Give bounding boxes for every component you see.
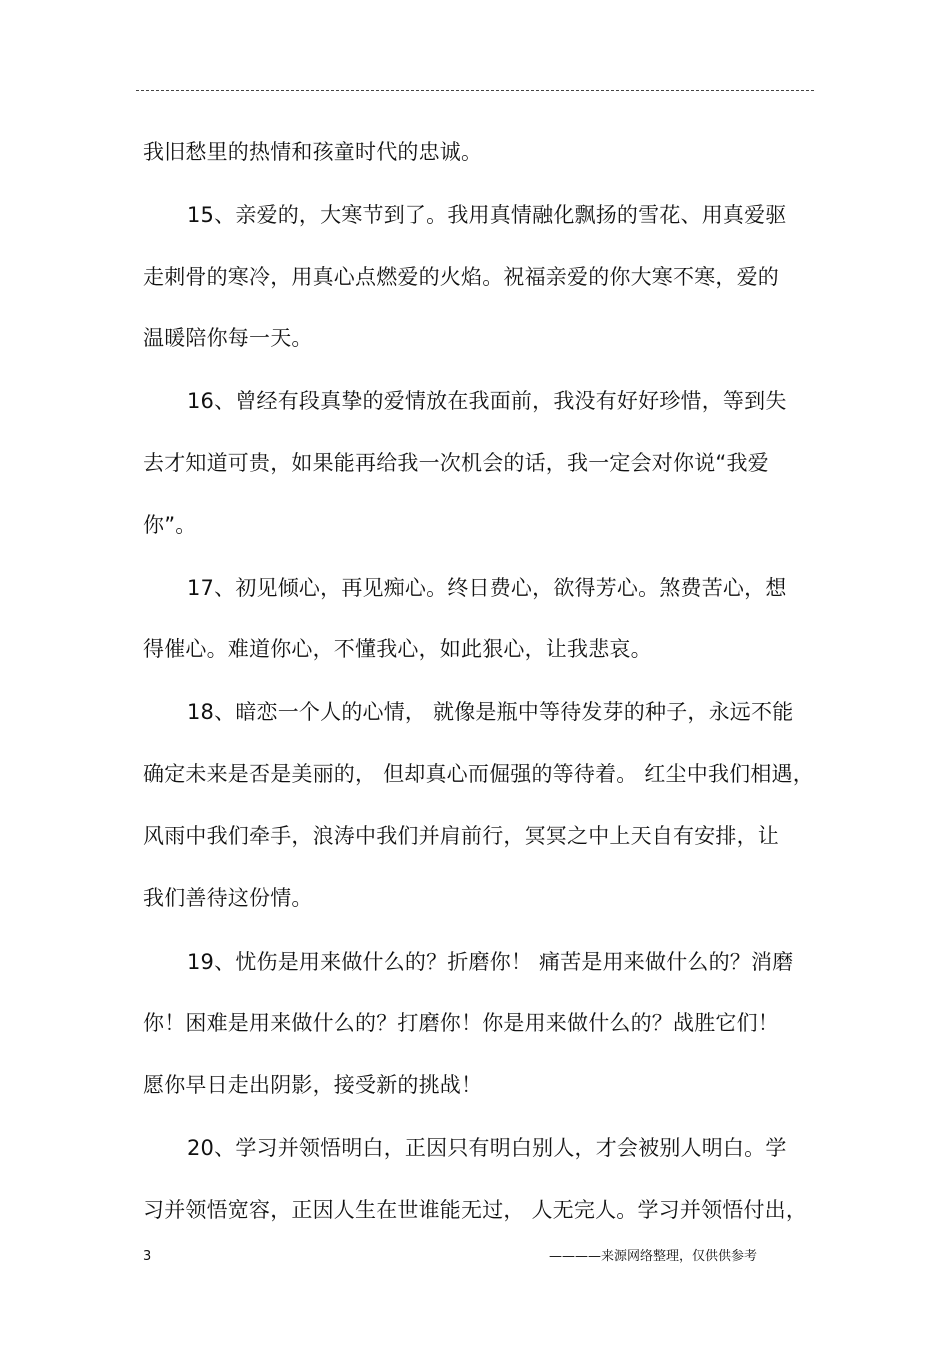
text-line: 我旧愁里的热情和孩童时代的忠诚。 xyxy=(143,140,483,164)
text-line: 风雨中我们牵手，浪涛中我们并肩前行，冥冥之中上天自有安排，让 xyxy=(143,824,779,848)
text-line: 你”。 xyxy=(143,513,197,537)
text-line: 16、曾经有段真挚的爱情放在我面前，我没有好好珍惜，等到失 xyxy=(187,389,787,413)
text-line: 我们善待这份情。 xyxy=(143,886,313,910)
text-line: 得催心。难道你心，不懂我心，如此狠心，让我悲哀。 xyxy=(143,637,652,661)
text-line: 你！困难是用来做什么的？打磨你！你是用来做什么的？战胜它们！ xyxy=(143,1011,779,1035)
text-line: 走刺骨的寒冷，用真心点燃爱的火焰。祝福亲爱的你大寒不寒，爱的 xyxy=(143,265,779,289)
text-line: 18、暗恋一个人的心情， 就像是瓶中等待发芽的种子，永远不能 xyxy=(187,700,794,724)
text-line: 19、忧伤是用来做什么的？折磨你！ 痛苦是用来做什么的？消磨 xyxy=(187,950,794,974)
header-rule xyxy=(136,90,814,91)
text-line: 20、学习并领悟明白，正因只有明白别人，才会被别人明白。学 xyxy=(187,1136,787,1160)
page-number: 3 xyxy=(143,1249,152,1264)
text-line: 习并领悟宽容，正因人生在世谁能无过， 人无完人。学习并领悟付出， xyxy=(143,1198,808,1222)
text-line: 17、初见倾心，再见痴心。终日费心，欲得芳心。煞费苦心，想 xyxy=(187,576,787,600)
text-line: 去才知道可贵，如果能再给我一次机会的话，我一定会对你说“我爱 xyxy=(143,451,769,475)
text-line: 15、亲爱的，大寒节到了。我用真情融化飘扬的雪花、用真爱驱 xyxy=(187,203,787,227)
source-note: ————来源网络整理，仅供供参考 xyxy=(549,1249,758,1264)
text-line: 确定未来是否是美丽的， 但却真心而倔强的等待着。 红尘中我们相遇， xyxy=(143,762,814,786)
text-line: 愿你早日走出阴影，接受新的挑战！ xyxy=(143,1073,483,1097)
text-line: 温暖陪你每一天。 xyxy=(143,326,313,350)
